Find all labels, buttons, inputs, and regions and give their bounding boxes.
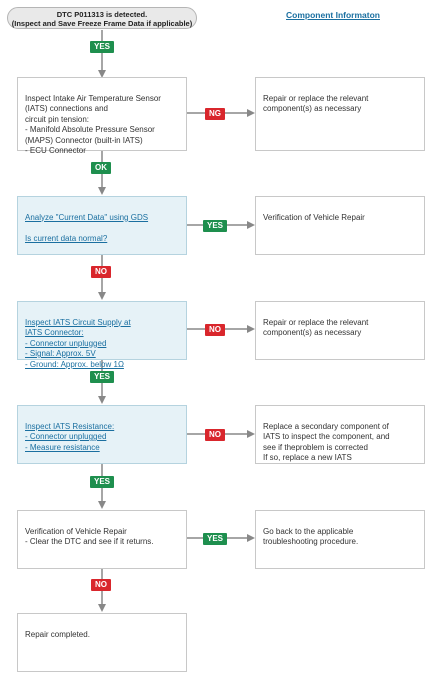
step2-box bbox=[17, 196, 187, 255]
result3-box bbox=[255, 301, 425, 360]
step5-box bbox=[17, 510, 187, 569]
badge-step4-no: NO bbox=[205, 429, 225, 441]
badge-start-yes: YES bbox=[90, 41, 114, 53]
result5-box bbox=[255, 510, 425, 569]
badge-step1-ok: OK bbox=[91, 162, 111, 174]
step2-link[interactable]: Analyze "Current Data" using GDS bbox=[25, 212, 149, 222]
step4-link[interactable]: Inspect IATS Resistance: - Connector unplugged - Measure resistance bbox=[25, 421, 115, 452]
step4-box bbox=[17, 405, 187, 464]
badge-step5-no: NO bbox=[91, 579, 111, 591]
step6-box bbox=[17, 613, 187, 672]
badge-step3-no: NO bbox=[205, 324, 225, 336]
badge-step2-yes: YES bbox=[203, 220, 227, 232]
step6-text: Repair completed. bbox=[25, 629, 90, 639]
result5-text: Go back to the applicable troubleshooting procedure. bbox=[263, 526, 359, 546]
result1-text: Repair or replace the relevant component(s) as necessary bbox=[263, 93, 369, 113]
result2-box bbox=[255, 196, 425, 255]
component-information-link[interactable]: Component Informaton bbox=[286, 10, 380, 20]
badge-step4-yes: YES bbox=[90, 476, 114, 488]
badge-step2-no: NO bbox=[91, 266, 111, 278]
badge-step5-yes: YES bbox=[203, 533, 227, 545]
result2-text: Verification of Vehicle Repair bbox=[263, 212, 365, 222]
start-node bbox=[7, 7, 197, 29]
badge-step3-yes: YES bbox=[90, 371, 114, 383]
step2-text: Is current data normal? bbox=[25, 233, 108, 243]
result4-text: Replace a secondary component of IATS to inspect the component, and see if theproblem is corrected If so, replace a new IATS bbox=[263, 421, 390, 462]
start-line1: DTC P011313 is detected. bbox=[56, 10, 148, 19]
step1-box bbox=[17, 77, 187, 155]
result1-box bbox=[255, 77, 425, 151]
step5-text: Verification of Vehicle Repair - Clear the DTC and see if it returns. bbox=[25, 526, 154, 546]
step1-text: Inspect Intake Air Temperature Sensor (IATS) connections and circuit pin tension: - Manifold Absolute Pressure Sensor (MAPS) Connector (built-in IATS) - ECU Connector bbox=[25, 93, 161, 155]
start-line2: (Inspect and Save Freeze Frame Data if applicable) bbox=[11, 19, 193, 28]
result4-box bbox=[255, 405, 425, 464]
badge-step1-ng: NG bbox=[205, 108, 225, 120]
step3-link[interactable]: Inspect IATS Circuit Supply at IATS Connector: - Connector unplugged - Signal: Approx. 5V - Ground: Approx. below 1Ω bbox=[25, 317, 131, 369]
result3-text: Repair or replace the relevant component(s) as necessary bbox=[263, 317, 369, 337]
step3-box bbox=[17, 301, 187, 369]
